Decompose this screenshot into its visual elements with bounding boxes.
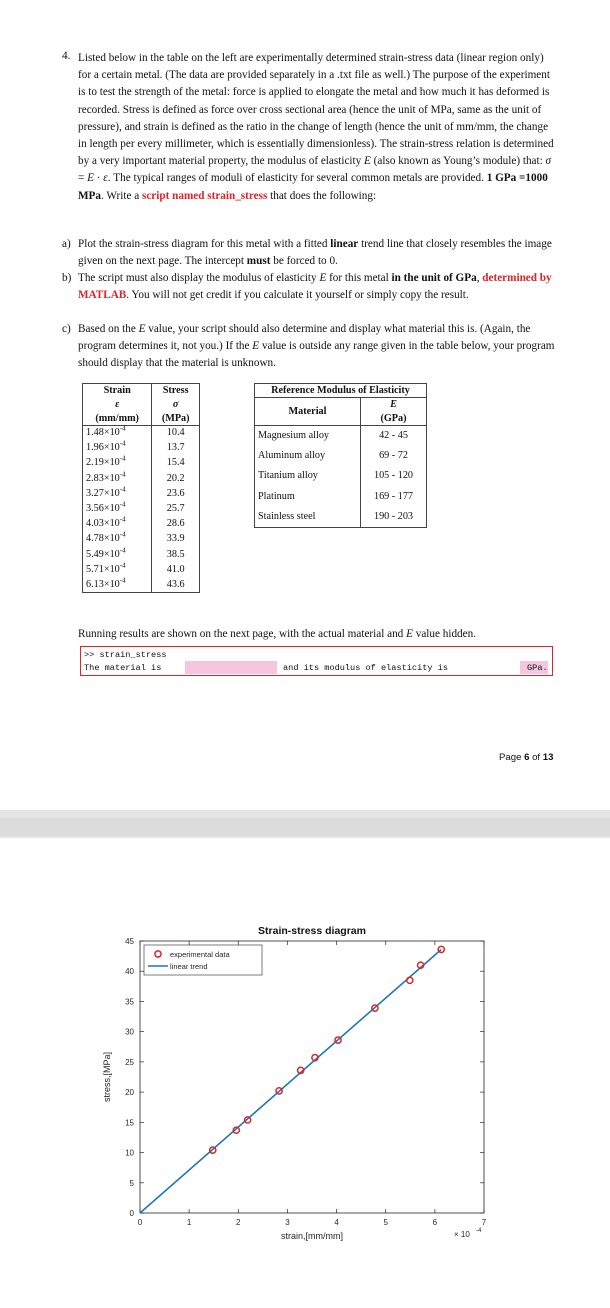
table-row [255,466,427,486]
legend-label-points: experimental data [170,950,230,959]
stress-value: 23.6 [152,486,200,501]
material-name: Titanium alloy [255,466,361,486]
strain-value: $4.78\times 10^{-4}$ [83,532,152,547]
modulus-range: 42 - 45 [361,426,427,446]
table-row [83,577,200,592]
e-header: E [361,398,427,412]
modulus-range: 69 - 72 [361,446,427,466]
stress-value: 10.4 [152,426,200,441]
stress-value: 41.0 [152,562,200,577]
x-tick-label: 6 [432,1218,438,1227]
x-tick-label: 3 [285,1218,290,1227]
strain-stress-table [82,383,200,593]
plot-area [140,941,484,1213]
y-axis-label: stress,[MPa] [102,1051,112,1103]
material-name: Platinum [255,487,361,507]
page-separator [0,818,610,836]
stress-value: 25.7 [152,501,200,516]
table-row [83,471,200,486]
stress-unit: (MPa) [152,412,200,426]
x-tick-label: 7 [481,1218,487,1227]
material-header: Material [255,398,361,426]
y-tick-label: 10 [125,1148,134,1158]
table-row [83,532,200,547]
modulus-range: 190 - 203 [361,507,427,527]
modulus-range: 169 - 177 [361,487,427,507]
x-tick-label: 2 [236,1218,241,1227]
strain-value: $6.13\times 10^{-4}$ [83,577,152,592]
modulus-range: 105 - 120 [361,466,427,486]
x-tick-label: 1 [186,1218,192,1227]
x-axis-label: strain,[mm/mm] [281,1231,343,1241]
stress-value: 33.9 [152,532,200,547]
question-number: 4. [62,50,71,62]
legend-label-line: linear trend [170,962,208,971]
y-tick-label: 5 [129,1178,134,1188]
page-number: Page 6 of 13 [499,752,554,763]
table-row [83,562,200,577]
strain-value: $4.03\times 10^{-4}$ [83,517,152,532]
y-tick-label: 45 [125,937,134,946]
table-row [255,507,427,527]
table-row [83,501,200,516]
console-output [80,646,553,676]
e-unit: (GPa) [361,412,427,426]
strain-value: $2.19\times 10^{-4}$ [83,456,152,471]
question-text: Listed below in the table on the left are experimentally determined strain-stress data (linear region only) for a certain metal. (The data are provided separately in a .txt file as well.) The purpose of the experiment is to test the strength of the metal: force is applied to elongate the metal and how much it has deformed is recorded. Stress is defined as force over cross sectional area (hence the unit of MPa, same as the unit of pressure), and strain is defined as the ratio in the change of length (hence the unit of mm/mm, the change in length per every millimeter, which is essentially dimensionless). The strain-stress relation is determined by a very important material property, the modulus of elasticity E (also known as Young’s module) that: σ = E · ε. The typical ranges of moduli of elasticity for several common metals are provided. 1 GPa =1000 MPa. Write a script named strain_stress that does the following: [78,52,554,202]
stress-value: 28.6 [152,517,200,532]
strain-value: $1.96\times 10^{-4}$ [83,441,152,456]
stress-value: 38.5 [152,547,200,562]
material-name: Aluminum alloy [255,446,361,466]
strain-value: $1.48\times 10^{-4}$ [83,426,152,441]
table-row [83,426,200,441]
material-name: Stainless steel [255,507,361,527]
table-row [83,486,200,501]
hidden-material [185,661,277,674]
stress-value: 13.7 [152,441,200,456]
page-6: 4. Listed below in the table on the left are experimentally determined strain-stress data (linear region only) for a certain metal. (The data are provided separately in a .txt file as well.) The purpose of the experiment is to test the strength of the metal: force is applied to elongate the metal and how much it has deformed is recorded. Stress is defined as force over cross sectional area (hence the unit of MPa, same as the unit of pressure), and strain is defined as the ratio in the change of length (hence the unit of mm/mm, the change in length per every millimeter, which is essentially dimensionless). The strain-stress relation is determined by a very important material property, the modulus of elasticity E (also known as Young’s module) that: σ = E · ε. The typical ranges of moduli of elasticity for several common metals are provided. 1 GPa =1000 MPa. Write a script named strain_stress that does the following: a) Plot the strain-stress diagram for this metal with a fitted linear trend line that closely resembles the image given on the next page. The intercept must be forced to 0. b) The script must also display the modulus of elasticity E for this metal in the unit of GPa, determined by MATLAB. You will not get credit if you calculate it yourself or simply copy the result. c) Based on the E value, your script should also determine and display what material this is. (Again, the program determines it, not you.) If the E value is outside any range given in the table below, your program should display that the material is unknown. Strain Stress ε σ (mm/mm) (MPa) $1.48\times 10^{-4}$ 10.4 $1.96\times 10^{-4}$ 13.7 $2.19\times 10^{-4}$ 15.4 $2.83\times 10^{-4}$ 20.2 $3.27\times 10^{-4}$ 23.6 $3.56\times 10^{-4}$ 25.7 $4.03\times 10^{-4}$ 28.6 $4.78\times 10^{-4}$ 33.9 $5.49\times 10^{-4}$ 38.5 $5.71\times 10^{-4}$ 41.0 $6.13\times 10^{-4}$ 43.6 Reference Modulus of Elasticity Material E (GPa) Magnesium alloy 42 - 45 Aluminum alloy 69 - 72 Titanium alloy 105 - 120 Platinum 169 - 177 Stainless steel 190 - 203 Running results are shown on the next page, with the actual material and E value hidden. >> strain_stress The material is and its modulus of elasticity is GPa. Page 6 of 13 [0,0,610,810]
table-row [255,446,427,466]
table-row [83,517,200,532]
table-row [255,487,427,507]
y-tick-label: 20 [125,1088,134,1098]
y-tick-label: 0 [129,1209,134,1218]
console-command: >> strain_stress [84,650,167,660]
stress-value: 20.2 [152,471,200,486]
strain-value: $3.27\times 10^{-4}$ [83,486,152,501]
reference-title: Reference Modulus of Elasticity [255,384,427,398]
strain-value: $5.71\times 10^{-4}$ [83,562,152,577]
x-tick-label: 0 [137,1218,143,1227]
console-modulus-label: and its modulus of elasticity is [283,663,449,673]
y-tick-label: 30 [125,1027,134,1037]
strain-value: $5.49\times 10^{-4}$ [83,547,152,562]
table-row [83,547,200,562]
strain-unit: (mm/mm) [83,412,152,426]
reference-modulus-table [254,383,427,528]
x-tick-label: 4 [334,1218,339,1227]
running-note: Running results are shown on the next page, with the actual material and E value hidden. [78,628,476,640]
stress-symbol: σ [152,398,200,412]
table-row [255,426,427,446]
table-row [83,456,200,471]
strain-header: Strain [83,384,152,398]
material-name: Magnesium alloy [255,426,361,446]
console-material-label: The material is [84,663,162,673]
x-tick-label: 5 [383,1218,388,1227]
x-multiplier-exponent: -4 [476,1228,482,1234]
stress-value: 43.6 [152,577,200,592]
y-tick-label: 25 [125,1057,134,1067]
stress-value: 15.4 [152,456,200,471]
strain-stress-chart [80,915,500,1255]
y-tick-label: 40 [125,967,134,977]
y-tick-label: 35 [125,997,134,1007]
strain-symbol: ε [83,398,152,412]
console-unit: GPa. [527,663,548,673]
strain-value: $3.56\times 10^{-4}$ [83,501,152,516]
strain-value: $2.83\times 10^{-4}$ [83,471,152,486]
chart-title: Strain-stress diagram [258,925,366,937]
stress-header: Stress [152,384,200,398]
y-tick-label: 15 [125,1118,134,1128]
table-row [83,441,200,456]
x-multiplier: × 10 [454,1230,470,1239]
